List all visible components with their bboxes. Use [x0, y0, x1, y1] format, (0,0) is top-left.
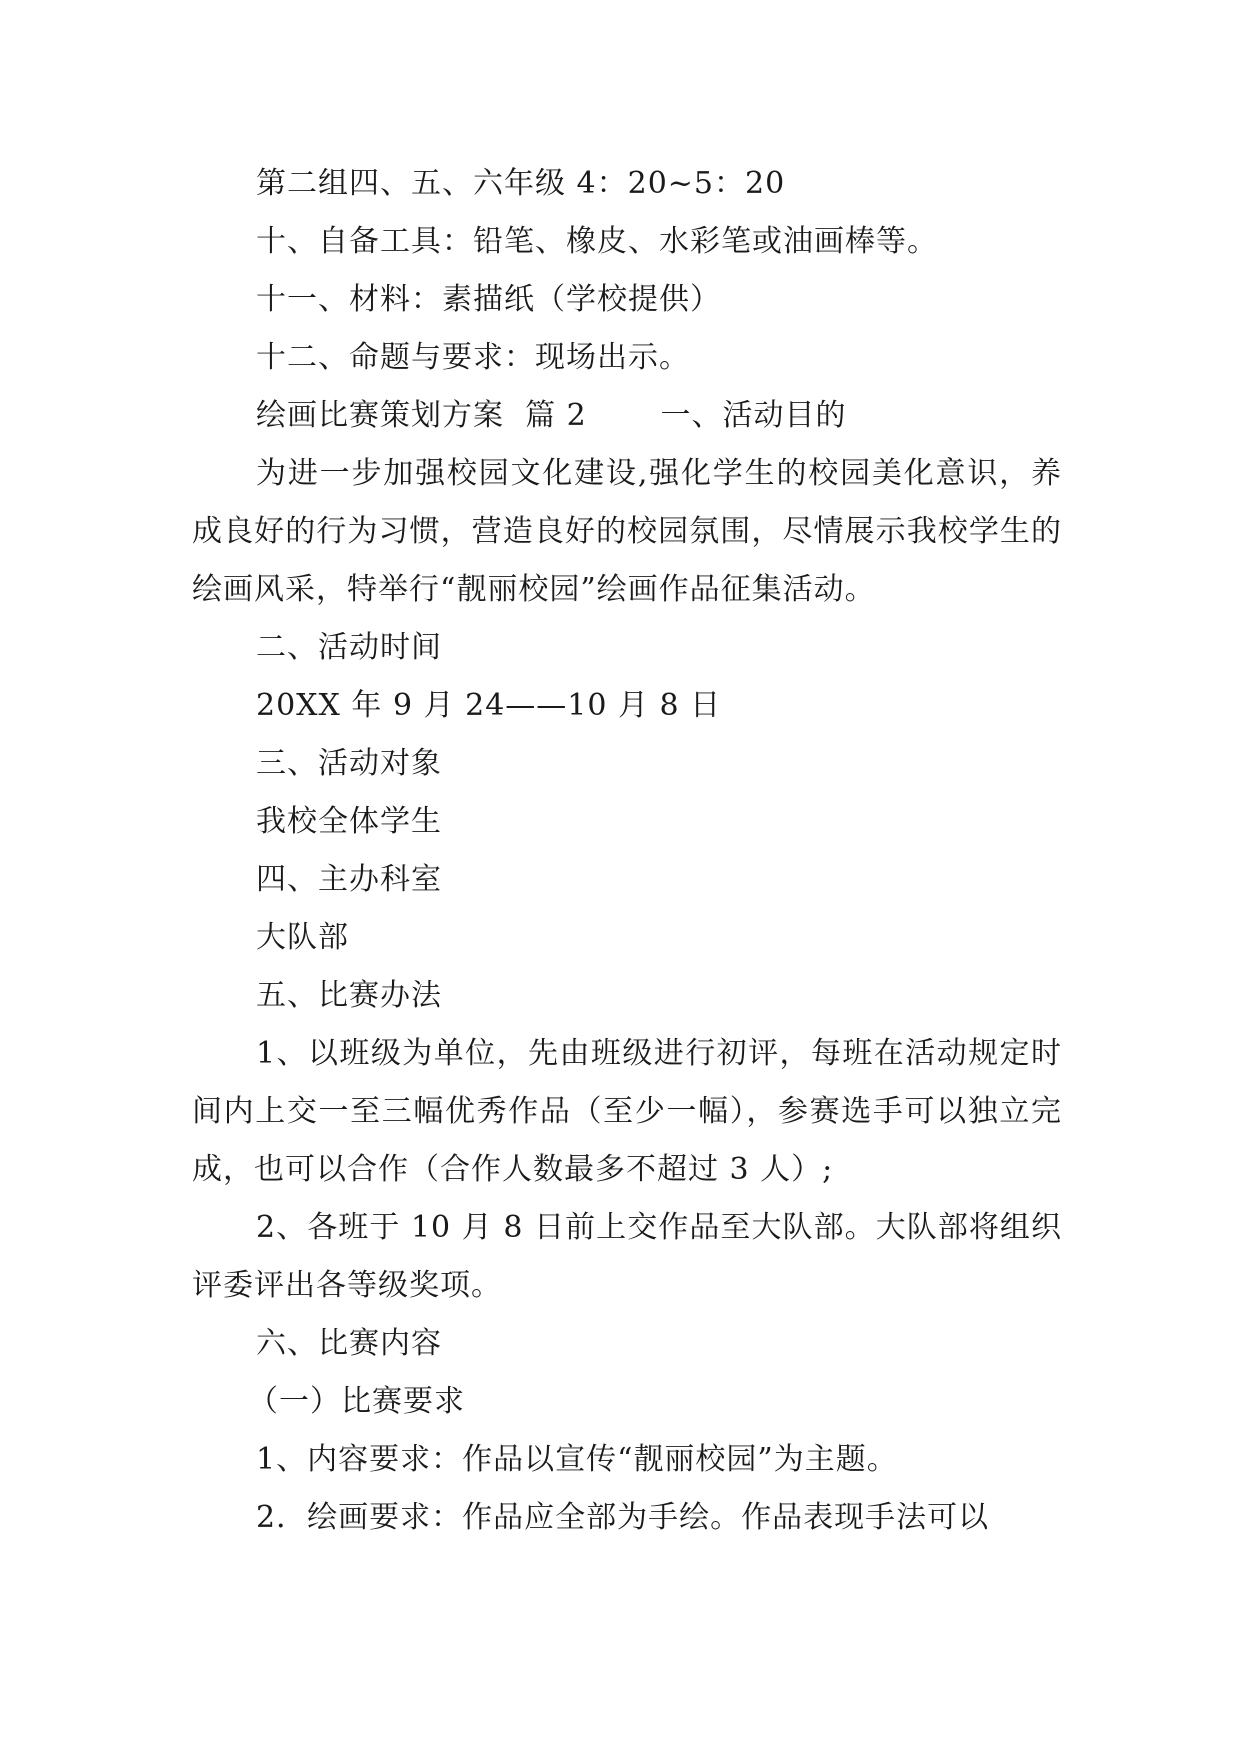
line-tools: 十、自备工具：铅笔、橡皮、水彩笔或油画棒等。: [256, 224, 938, 259]
section-organizer-value: 大队部: [256, 920, 349, 955]
subsection-competition-requirements: （一）比赛要求: [248, 1384, 465, 1419]
section-competition-content-title: 六、比赛内容: [256, 1326, 442, 1361]
line-topic-requirements: 十二、命题与要求：现场出示。: [256, 340, 690, 375]
paragraph-activity-purpose: 为进一步加强校园文化建设,强化学生的校园美化意识，养成良好的行为习惯，营造良好的校园氛围，尽情展示我校学生的绘画风采，特举行“靓丽校园”绘画作品征集活动。: [192, 456, 1062, 607]
document-body: [192, 155, 1062, 1547]
section-activity-target-value: 我校全体学生: [256, 804, 442, 839]
section-activity-time-value: 20XX 年 9 月 24——10 月 8 日: [256, 688, 722, 723]
line-materials: 十一、材料：素描纸（学校提供）: [256, 282, 721, 317]
section-competition-method-title: 五、比赛办法: [256, 978, 442, 1013]
line-group-two-schedule: 第二组四、五、六年级 4：20~5：20: [256, 166, 786, 201]
section-organizer-title: 四、主办科室: [256, 862, 442, 897]
section-activity-target-title: 三、活动对象: [256, 746, 442, 781]
line-drawing-requirement: 2．绘画要求：作品应全部为手绘。作品表现手法可以: [256, 1500, 990, 1535]
paragraph-method-item-1: 1、以班级为单位，先由班级进行初评，每班在活动规定时间内上交一至三幅优秀作品（至少一幅），参赛选手可以独立完成，也可以合作（合作人数最多不超过 3 人）;: [192, 1036, 1062, 1187]
section-activity-time-title: 二、活动时间: [256, 630, 442, 665]
line-plan-title-part2: 绘画比赛策划方案 篇 2 一、活动目的: [256, 398, 847, 433]
line-content-requirement: 1、内容要求：作品以宣传“靓丽校园”为主题。: [256, 1442, 898, 1477]
paragraph-method-item-2: 2、各班于 10 月 8 日前上交作品至大队部。大队部将组织评委评出各等级奖项。: [192, 1210, 1062, 1303]
